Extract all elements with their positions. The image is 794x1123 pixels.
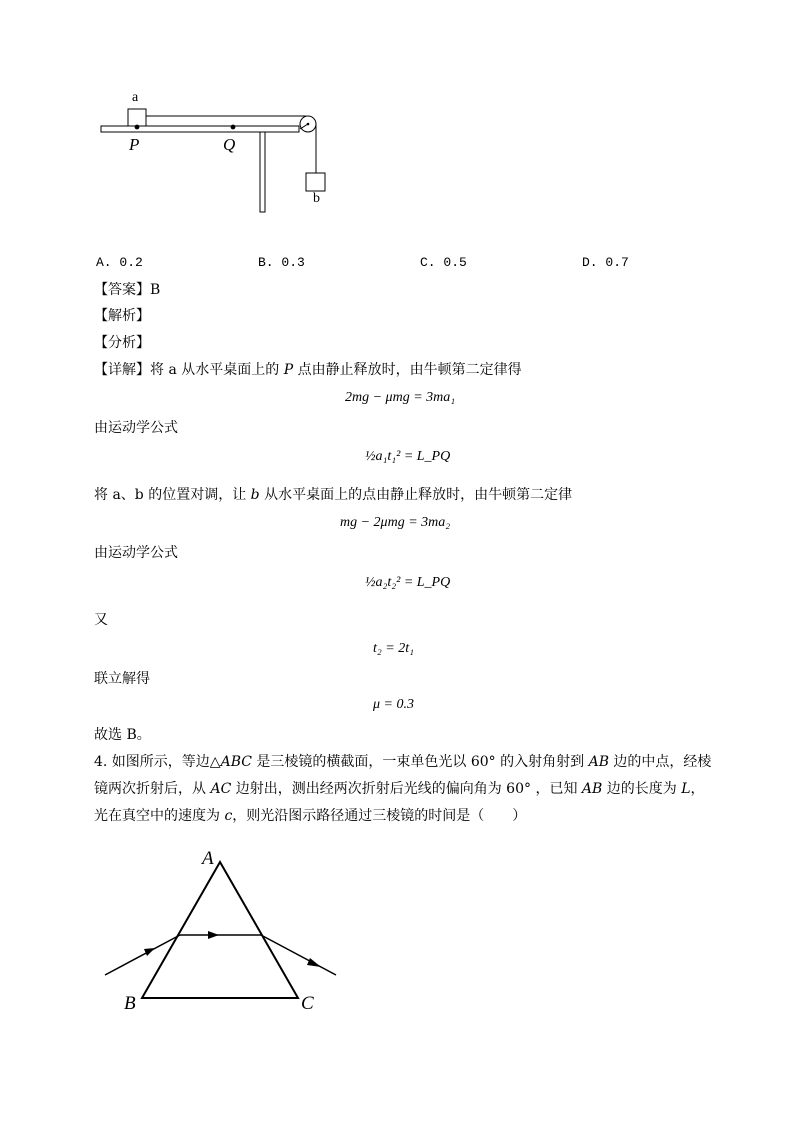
formula-kinematics-1: ½a₁t₁² = L_PQ [365, 449, 451, 464]
text-kinematics-2: 由运动学公式 [94, 545, 178, 561]
text-kinematics-1: 由运动学公式 [94, 420, 178, 436]
incident-ray [105, 935, 180, 975]
fenxi-label: 【分析】 [94, 335, 150, 351]
question4-line3: 光在真空中的速度为 c，则光沿图示路径通过三棱镜的时间是（ ） [94, 808, 527, 824]
text-solve: 联立解得 [94, 671, 150, 687]
block-a [128, 109, 146, 126]
label-Q: Q [223, 135, 236, 154]
label-C: C [301, 993, 314, 1014]
figure-table-pulley [90, 85, 350, 225]
prism-triangle [142, 862, 298, 998]
swap-line: 将 a、b 的位置对调，让 b 从水平桌面上的点由静止释放时，由牛顿第二定律 [94, 487, 573, 503]
label-a: a [132, 90, 139, 105]
point-P [135, 125, 140, 130]
formula-time-relation: t₂ = 2t₁ [373, 641, 414, 656]
incident-arrow [144, 948, 155, 956]
answer-line [94, 281, 160, 299]
table-top [101, 126, 299, 132]
formula-kinematics-2: ½a₂t₂² = L_PQ [365, 575, 451, 590]
answer-value: B [150, 282, 161, 298]
answer-label: 【答案】 [94, 282, 150, 298]
internal-arrow [208, 931, 219, 939]
question4-line2: 镜两次折射后，从 AC 边射出，测出经两次折射后光线的偏向角为 60° ，已知 AB 边的长度为 L， [94, 781, 705, 797]
option-d: D. 0.7 [582, 255, 629, 270]
table-leg [260, 132, 265, 212]
conclusion: 故选 B。 [94, 727, 151, 743]
formula-newton-1: 2mg − μmg = 3ma₁ [345, 390, 456, 405]
point-Q [231, 125, 236, 130]
label-P: P [129, 135, 140, 154]
question4-line1: 4. 如图所示，等边△ABC 是三棱镜的横截面，一束单色光以 60° 的入射角射到 AB 边的中点，经棱 [94, 754, 712, 770]
label-B: B [124, 993, 136, 1014]
option-c: C. 0.5 [420, 255, 467, 270]
detail-line: 【详解】将 a 从水平桌面上的 P 点由静止释放时，由牛顿第二定律得 [94, 362, 522, 378]
option-a: A. 0.2 [96, 255, 143, 270]
text-you: 又 [94, 612, 108, 628]
formula-newton-2: mg − 2μmg = 3ma₂ [340, 515, 451, 530]
block-b [306, 173, 325, 191]
formula-result: μ = 0.3 [373, 697, 414, 712]
analysis-label: 【解析】 [94, 308, 150, 324]
option-b: B. 0.3 [258, 255, 305, 270]
label-A: A [202, 848, 214, 869]
label-b: b [313, 191, 320, 206]
emergent-arrow [307, 958, 321, 967]
